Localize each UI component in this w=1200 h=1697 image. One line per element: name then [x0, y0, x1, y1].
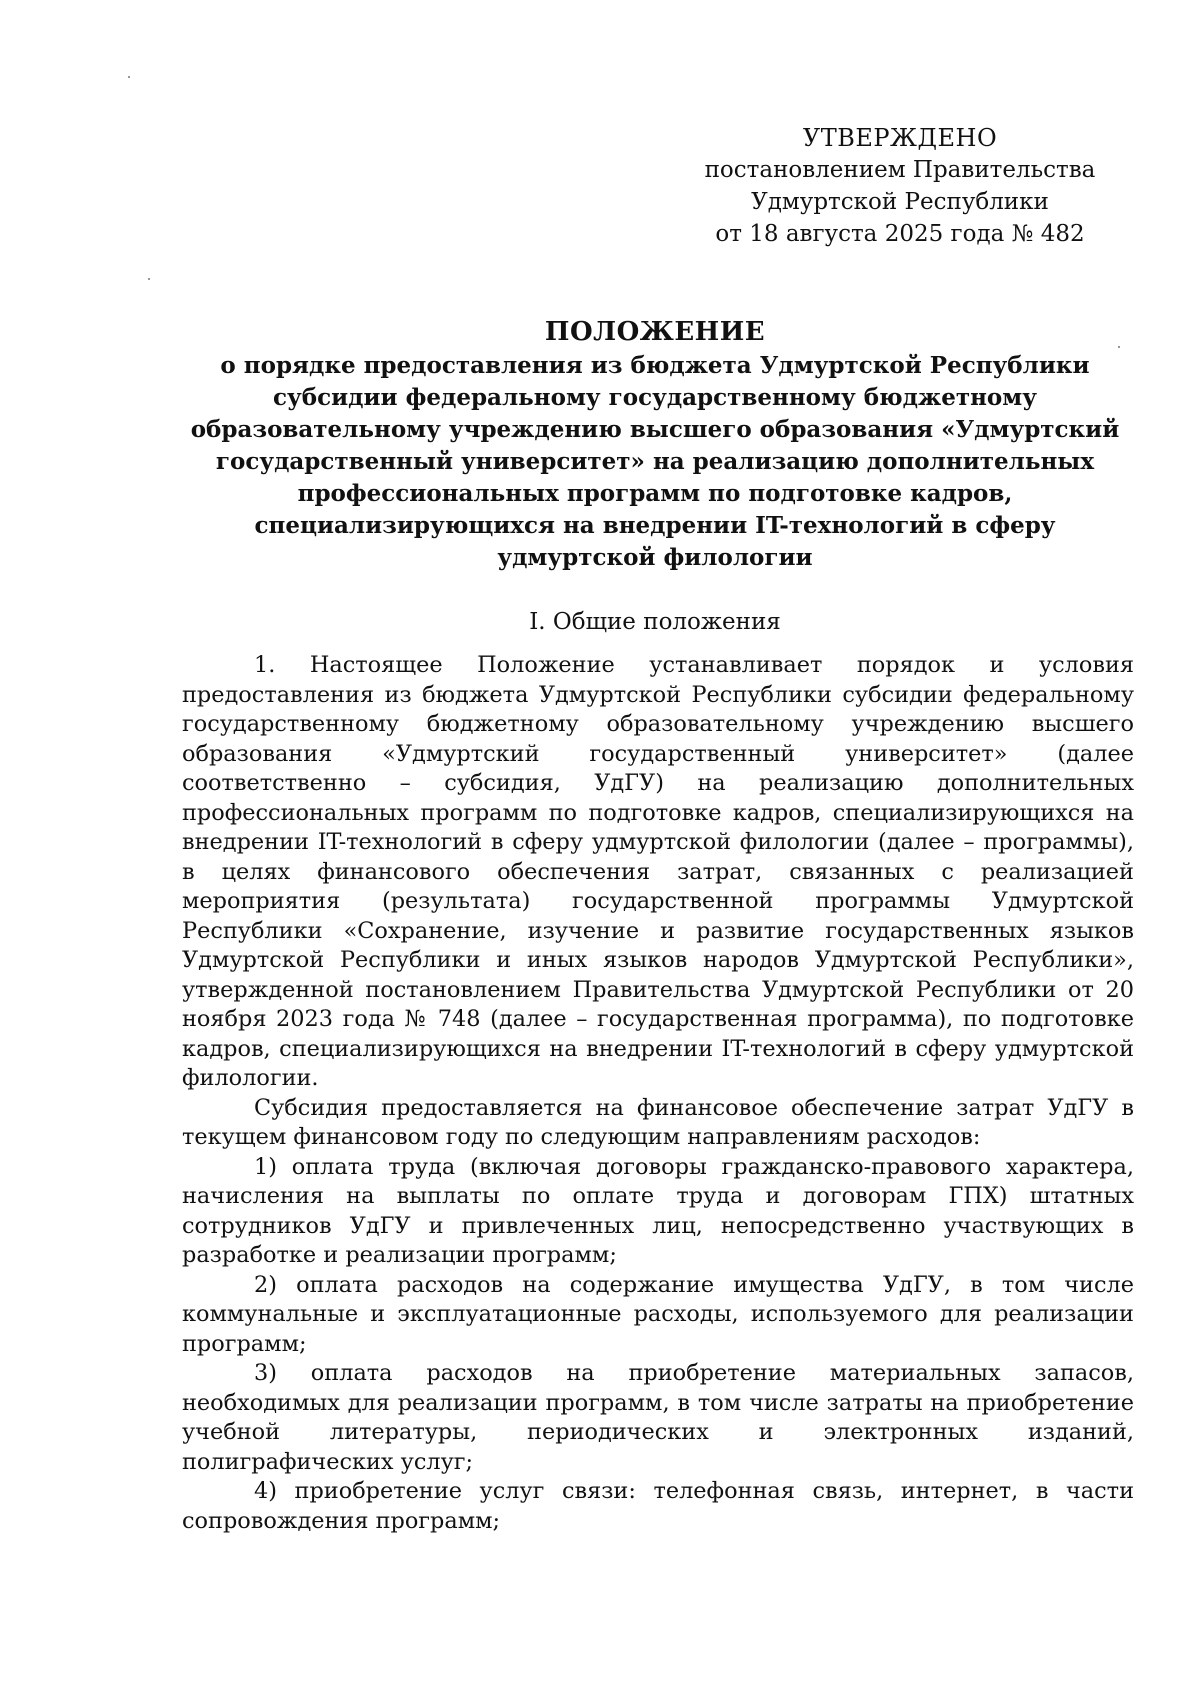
list-item: 2) оплата расходов на содержание имущества УдГУ, в том числе коммунальные и эксплуатационные расходы, используемого для реализации программ; — [182, 1271, 1134, 1357]
document-title-block — [175, 316, 1135, 574]
list-item: 4) приобретение услуг связи: телефонная связь, интернет, в части сопровождения программ; — [182, 1478, 1134, 1534]
scan-speck — [148, 278, 150, 280]
list-item: 1) оплата труда (включая договоры гражданско-правового характера, начисления на выплаты по оплате труда и договорам ГПХ) штатных сотрудников УдГУ и привлеченных лиц, непосредственно участвующих в разработке и реализации программ; — [182, 1153, 1134, 1268]
approval-line: постановлением Правительства — [704, 157, 1096, 183]
list-item: 3) оплата расходов на приобретение материальных запасов, необходимых для реализации программ, в том числе затраты на приобретение учебной литературы, периодических и электронных изданий, полиграфических услуг; — [182, 1360, 1134, 1475]
approval-line: Удмуртской Республики — [751, 189, 1049, 215]
approval-stamp: УТВЕРЖДЕНО — [802, 124, 998, 152]
document-heading: ПОЛОЖЕНИЕ — [544, 317, 766, 347]
approval-block — [690, 122, 1110, 250]
section-heading: I. Общие положения — [529, 609, 781, 635]
paragraph: Субсидия предоставляется на финансовое обеспечение затрат УдГУ в текущем финансовом году по следующим направлениям расходов: — [182, 1094, 1134, 1150]
scan-speck — [128, 76, 130, 78]
paragraph: 1. Настоящее Положение устанавливает порядок и условия предоставления из бюджета Удмуртской Республики субсидии федеральному государственному бюджетному образовательному учреждению высшего образования «Удмуртский государственный университет» (далее соответственно – субсидия, УдГУ) на реализацию дополнительных профессиональных программ по подготовке кадров, специализирующихся на внедрении IT-технологий в сферу удмуртской филологии (далее – программы), в целях финансового обеспечения затрат, связанных с реализацией мероприятия (результата) государственной программы Удмуртской Республики «Сохранение, изучение и развитие государственных языков Удмуртской Республики и иных языков народов Удмуртской Республики», утвержденной постановлением Правительства Удмуртской Республики от 20 ноября 2023 года № 748 (далее – государственная программа), по подготовке кадров, специализирующихся на внедрении IT-технологий в сферу удмуртской филологии. — [182, 652, 1134, 1091]
document-body — [182, 651, 1134, 1536]
approval-date-line: от 18 августа 2025 года № 482 — [715, 221, 1085, 247]
document-subtitle: о порядке предоставления из бюджета Удмуртской Республики субсидии федеральному государственному бюджетному образовательному учреждению высшего образования «Удмуртский государственный университет» на реализацию дополнительных профессиональных программ по подготовке кадров, специализирующихся на внедрении IT-технологий в сферу удмуртской филологии — [190, 352, 1120, 571]
